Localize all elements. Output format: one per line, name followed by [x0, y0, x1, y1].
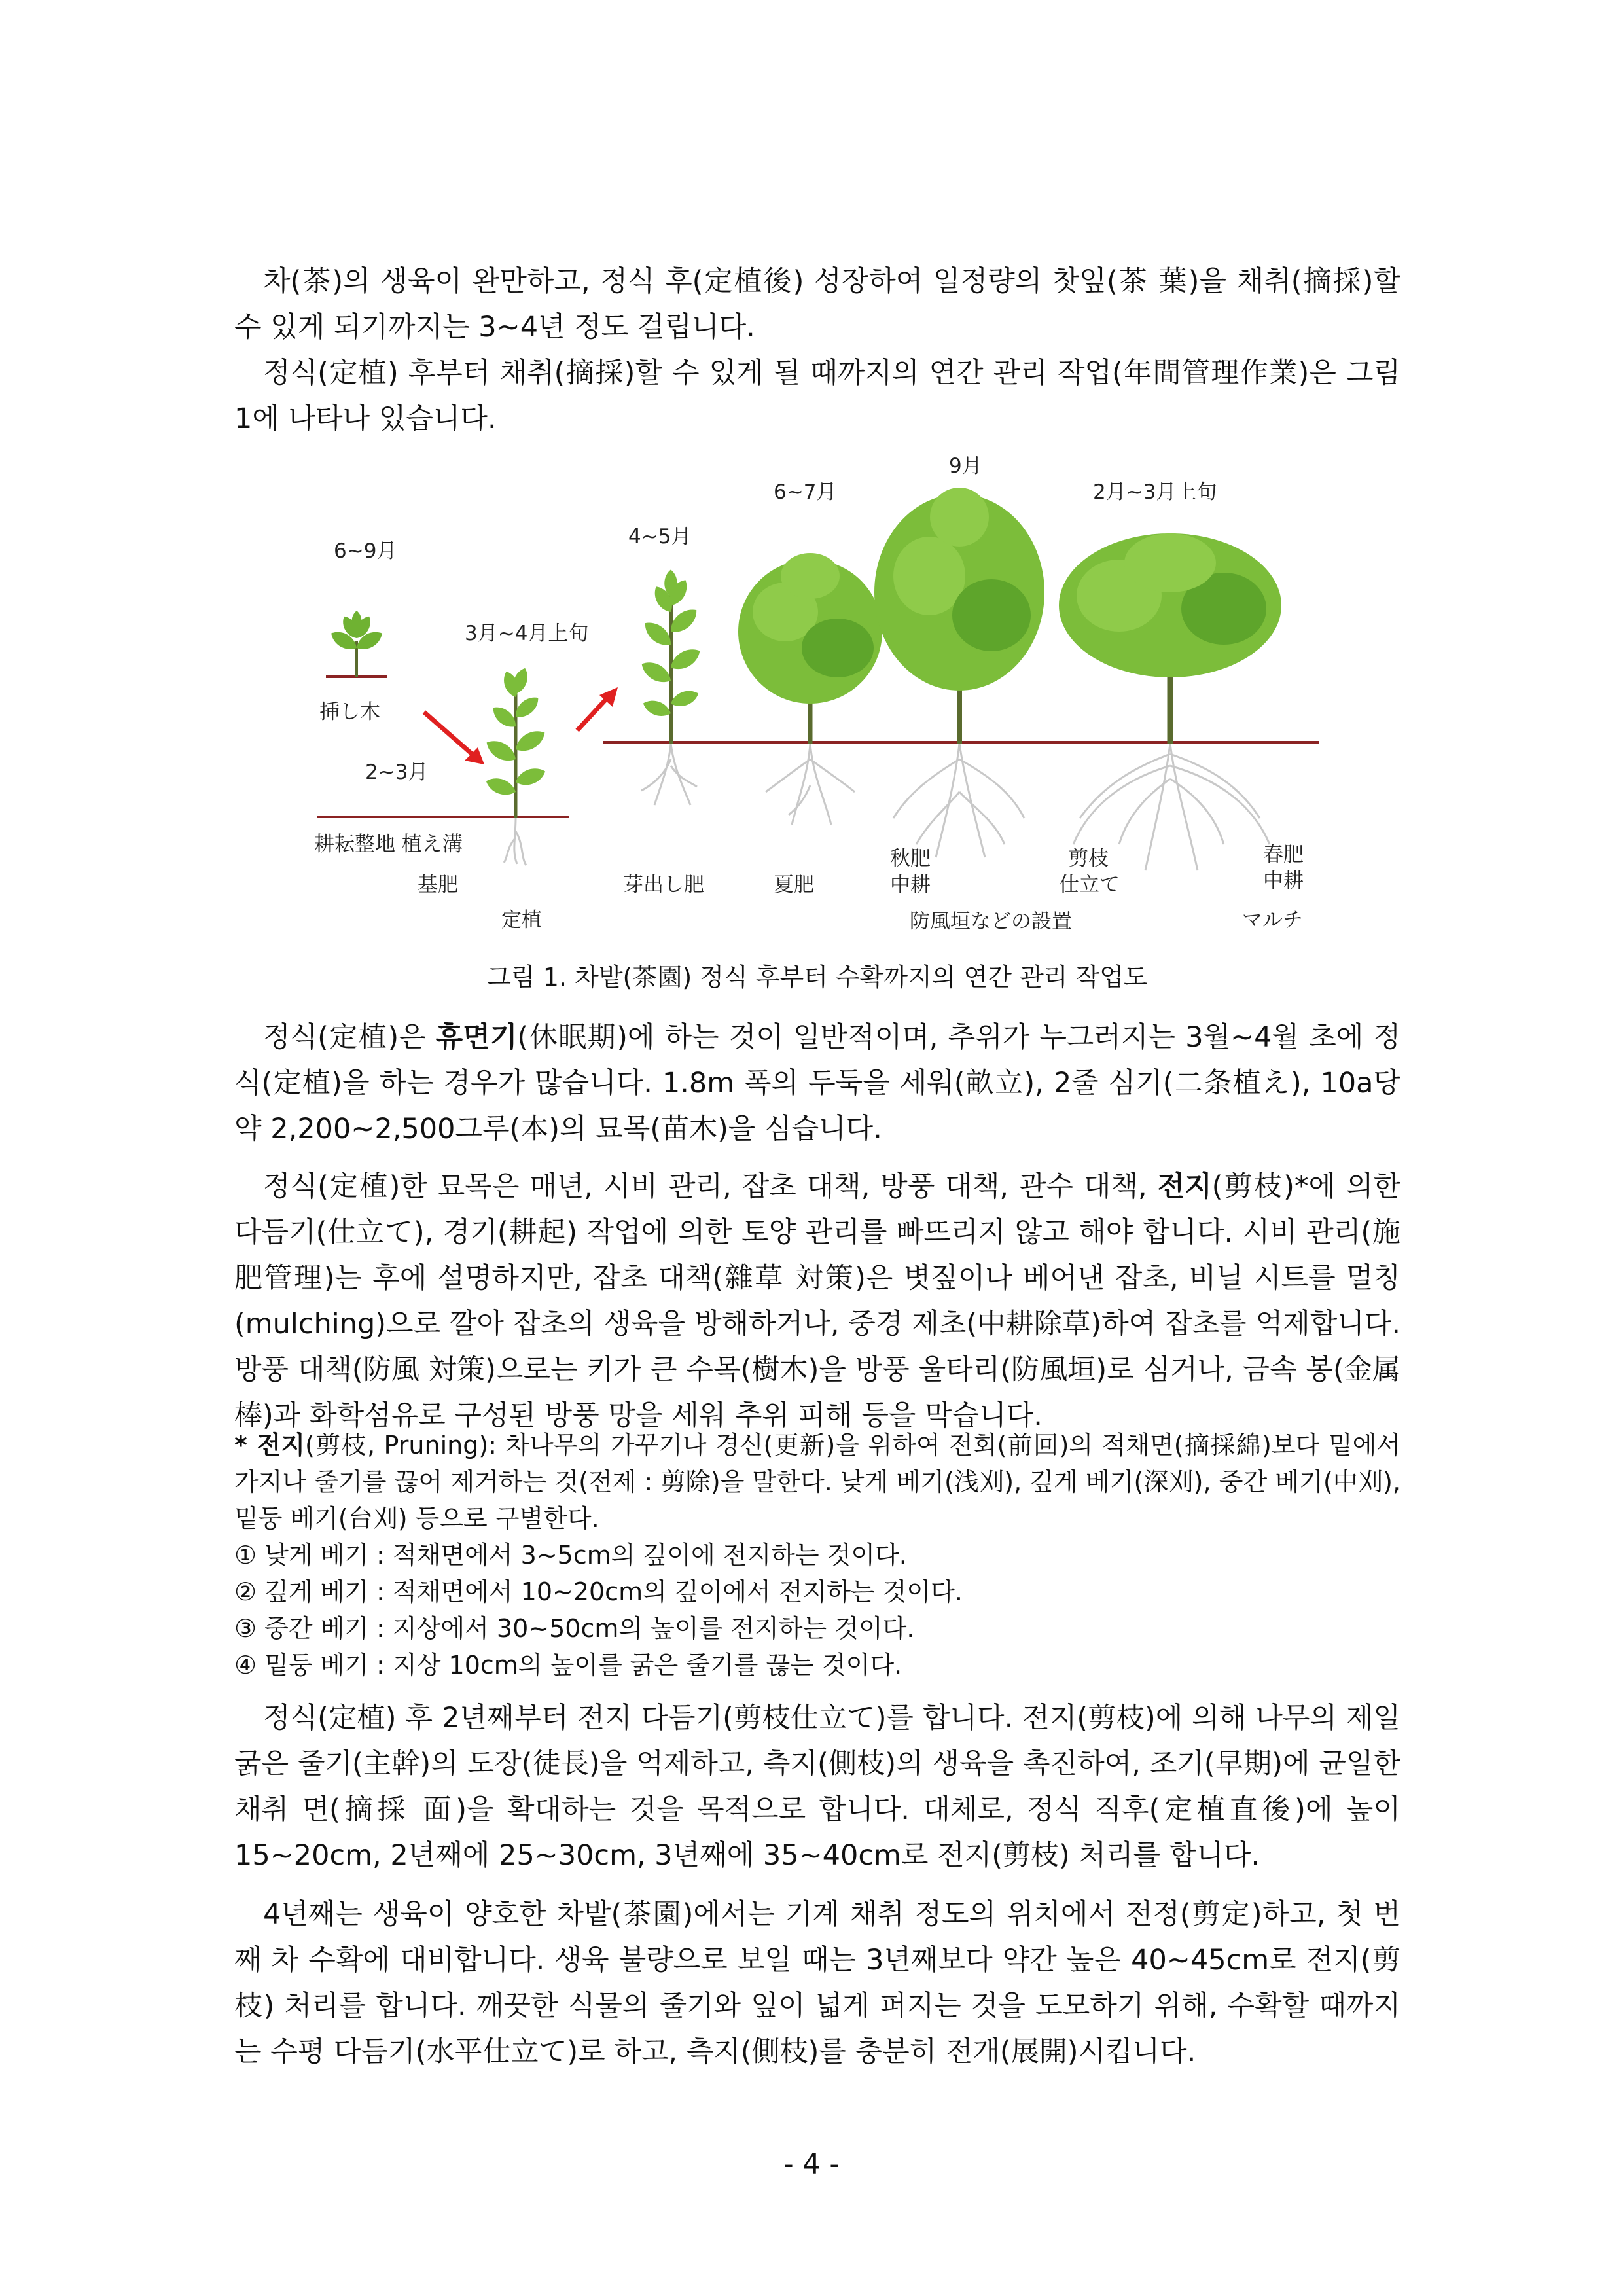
plant-seedling	[483, 666, 549, 818]
label-bud-fertilizer: 芽出し肥	[623, 873, 704, 897]
paragraph-training: 정식(定植) 후 2년째부터 전지 다듬기(剪枝仕立て)를 합니다. 전지(剪枝)에 의해 나무의 제일 굵은 줄기(主幹)의 도장(徒長)을 억제하고, 측지(側枝)의 생육을 촉진하여, 조기(早期)에 균일한 채취 면(摘採 面)을 확대하는 것을 목적으로 합니다. 대체로, 정식 직후(定植直後)에 높이 15~20cm, 2년째에 25~30cm, 3년째에 35~40cm로 전지(剪枝) 처리를 합니다.	[234, 1702, 1400, 1872]
paragraph-intro: 차(茶)의 생육이 완만하고, 정식 후(定植後) 성장하여 일정량의 찻잎(茶 葉)을 채취(摘採)할 수 있게 되기까지는 3~4년 정도 걸립니다.	[234, 265, 1400, 344]
label-feb-mar: 2月~3月上旬	[1093, 480, 1217, 504]
label-windbreak: 防風垣などの設置	[910, 910, 1072, 933]
label-mulch: マルチ	[1242, 908, 1303, 932]
label-planting: 定植	[501, 908, 542, 932]
label-cultivation-2: 中耕	[1263, 869, 1304, 893]
label-autumn-fertilizer: 秋肥	[890, 847, 931, 870]
figure-annual-management	[308, 452, 1329, 949]
label-9-month: 9月	[949, 454, 982, 478]
term-dormancy: 휴면기	[435, 1021, 518, 1054]
arrow-icon	[424, 712, 484, 764]
list-item: ② 깊게 베기 : 적채면에서 10~20cm의 깊이에서 전지하는 것이다.	[234, 1577, 963, 1606]
label-2-3-month: 2~3月	[365, 761, 429, 784]
label-spring-fertilizer: 春肥	[1263, 843, 1304, 867]
label-6-9-month: 6~9月	[334, 539, 397, 563]
list-item: ① 낮게 베기 : 적채면에서 3~5cm의 깊이에 전지하는 것이다.	[234, 1541, 907, 1570]
plant-bush-pruned	[1059, 533, 1281, 744]
label-6-7-month: 6~7月	[774, 480, 837, 504]
term-pruning-note: 전지	[257, 1431, 305, 1460]
paragraph-fourth-year: 4년째는 생육이 양호한 차밭(茶園)에서는 기계 채취 정도의 위치에서 전정(剪定)하고, 첫 번째 차 수확에 대비합니다. 생육 불량으로 보일 때는 3년째보다 약간 높은 40~45cm로 전지(剪枝) 처리를 합니다. 깨끗한 식물의 줄기와 잎이 넓게 퍼지는 것을 도모하기 위해, 수확할 때까지는 수평 다듬기(水平仕立て)로 하고, 측지(側枝)를 충분히 전개(展開)시킵니다.	[234, 1898, 1400, 2068]
list-item: ③ 중간 베기 : 지상에서 30~50cm의 높이를 전지하는 것이다.	[234, 1614, 915, 1643]
paragraph-figure-ref: 정식(定植) 후부터 채취(摘採)할 수 있게 될 때까지의 연간 관리 작업(年間管理作業)은 그림 1에 나타나 있습니다.	[234, 357, 1400, 435]
page-number: - 4 -	[783, 2148, 840, 2181]
label-cutting: 挿し木	[319, 700, 380, 724]
paragraph-planting: 정식(定植)은 휴면기(休眠期)에 하는 것이 일반적이며, 추위가 누그러지는 3월~4월 초에 정식(定植)을 하는 경우가 많습니다. 1.8m 폭의 두둑을 세워(畝立), 2줄 심기(二条植え), 10a당 약 2,200~2,500그루(本)의 묘목(苗木)을 심습니다.	[234, 1021, 1400, 1145]
label-4-5-month: 4~5月	[628, 525, 692, 548]
arrow-icon	[577, 687, 618, 730]
paragraph-management: 정식(定植)한 묘목은 매년, 시비 관리, 잡초 대책, 방풍 대책, 관수 대책, 전지(剪枝)*에 의한 다듬기(仕立て), 경기(耕起) 작업에 의한 토양 관리를 빠뜨리지 않고 해야 합니다. 시비 관리(施肥管理)는 후에 설명하지만, 잡초 대책(雜草 対策)은 볏짚이나 베어낸 잡초, 비닐 시트를 멀칭(mulching)으로 깔아 잡초의 생육을 방해하거나, 중경 제초(中耕除草)하여 잡초를 억제합니다. 방풍 대책(防風 対策)으로는 키가 큰 수목(樹木)을 방풍 울타리(防風垣)로 심거나, 금속 봉(金属 棒)과 화학섬유로 구성된 방풍 망을 세워 추위 피해 등을 막습니다.	[234, 1170, 1400, 1432]
label-cultivation-1: 中耕	[890, 873, 931, 897]
label-summer-fertilizer: 夏肥	[774, 873, 814, 897]
label-pruning: 剪枝	[1068, 847, 1109, 870]
label-3-4-month: 3月~4月上旬	[465, 622, 589, 645]
plant-cutting	[328, 611, 385, 677]
roots-group	[504, 744, 1270, 870]
term-pruning: 전지	[1157, 1170, 1212, 1203]
figure-caption: 그림 1. 차밭(茶園) 정식 후부터 수확까지의 연간 관리 작업도	[487, 963, 1148, 992]
label-tillage: 耕耘整地 植え溝	[314, 833, 463, 856]
list-item: ④ 밑둥 베기 : 지상 10cm의 높이를 굵은 줄기를 끊는 것이다.	[234, 1651, 902, 1679]
label-base-fertilizer: 基肥	[418, 873, 458, 897]
footnote-pruning: * 전지(剪枝, Pruning): 차나무의 가꾸기나 경신(更新)을 위하여 전회(前回)의 적채면(摘採綿)보다 밑에서 가지나 줄기를 끊어 제거하는 것(전제 : 剪除)을 말한다. 낮게 베기(浅刈), 깊게 베기(深刈), 중간 베기(中刈), 밑둥 베기(台刈) 등으로 구별한다.	[234, 1431, 1400, 1533]
plant-young-tree	[638, 569, 704, 744]
plant-bush-summer	[738, 553, 882, 744]
label-training: 仕立て	[1059, 873, 1120, 897]
plant-bush-autumn	[874, 488, 1044, 744]
